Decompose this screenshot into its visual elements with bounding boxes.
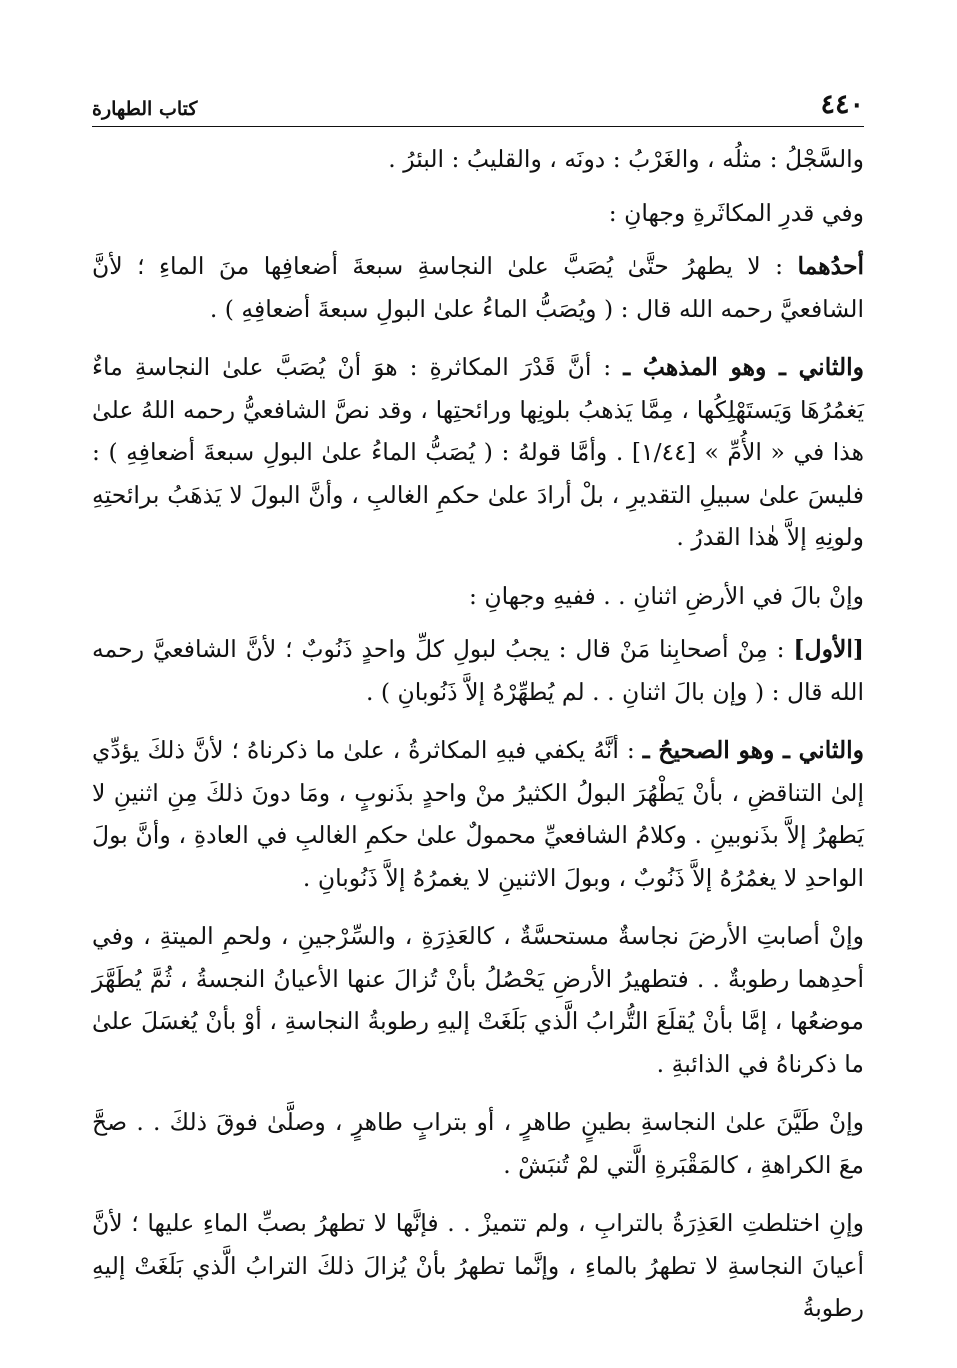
page-number: ٤٤٠ <box>820 89 864 120</box>
paragraph: وإنْ أصابتِ الأرضَ نجاسةٌ مستحسَّةٌ ، كالعَذِرَةِ ، والسِّرْجينِ ، ولحمِ الميتةِ ، وفي أحدِهما رطوبةٌ . . فتطهيرُ الأرضِ يَحْصُلُ بأنْ تُزالَ عنها الأعيانُ النجسةُ ، ثُمَّ يُطَهَّرَ موضعُها ، إمَّا بأنْ يُقلَعَ التُّرابُ الَّذي بَلَغَتْ إليهِ رطوبةُ النجاسةِ ، أوْ بأنْ يُغسَلَ علىٰ ما ذكرناهُ في الذائبةِ . <box>92 922 864 1078</box>
running-title: كتاب الطهارة <box>92 98 198 120</box>
paragraph: والسَّجْلُ : مثلُه ، والغَرْبُ : دونَه ، والقليبُ : البئرُ . <box>388 145 864 173</box>
paragraph: والثاني ـ وهو الصحيحُ ـ : أنَّهُ يكفي فيهِ المكاثرةُ ، علىٰ ما ذكرناهُ ؛ لأنَّ ذلكَ يؤدِّي إلىٰ التناقضِ ، بأنْ يَطْهُرَ البولُ الكثيرُ منْ واحدٍ بذَنوبٍ ، ومَا دونَ ذلكَ مِنِ اثنينِ لا يَطهرُ إلاَّ بذَنوبينِ . وكلامُ الشافعيِّ محمولٌ علىٰ حكمِ الغالبِ في العادةِ ، وأنَّ بولَ الواحدِ لا يغمُرُهُ إلاَّ ذَنُوبٌ ، وبولَ الاثنينِ لا يغمرُهُ إلاَّ ذَنُوبانِ . <box>92 736 864 892</box>
header-rule <box>92 126 864 127</box>
page-header <box>92 88 864 120</box>
paragraph: والثاني ـ وهو المذهبُ ـ : أنَّ قَدْرَ المكاثرةِ : هوَ أنْ يُصَبَّ علىٰ النجاسةِ ماءٌ يَغمُرُهَا وَيَستَهْلِكُها ، مِمَّا يَذهبُ بلونِها ورائحتِها ، وقد نصَّ الشافعيُّ رحمه اللهُ علىٰ هذا في « الأُمِّ » [١/٤٤] . وأمَّا قولهُ : ( يُصَبُّ الماءُ علىٰ البولِ سبعةَ أضعافِهِ ) : فليسَ علىٰ سبيلِ التقديرِ ، بلْ أرادَ علىٰ حكمِ الغالبِ ، وأنَّ البولَ لا يَذهَبُ برائحتِهِ ولونِهِ إلاَّ هٰذا القدرُ . <box>92 353 865 551</box>
paragraph-lead: والثاني ـ وهو الصحيحُ ـ <box>642 736 864 764</box>
page <box>92 0 864 1368</box>
paragraph: وإنِ اختلطتِ العَذِرَةُ بالترابِ ، ولم تتميزْ . . فإنَّها لا تطهرُ بصبِّ الماءِ عليها ؛ لأنَّ أعيانَ النجاسةِ لا تطهرُ بالماءِ ، وإنَّما تطهرُ بأنْ يُزالَ ذلكَ الترابُ الَّذي بَلَغَتْ إليهِ رطوبةُ <box>92 1209 864 1322</box>
paragraph: وإنْ طَيَّنَ علىٰ النجاسةِ بطينٍ طاهرٍ ، أو بترابٍ طاهرٍ ، وصلَّىٰ فوقَ ذلكَ . . صحَّ معَ الكراهةِ ، كالمَقْبَرةِ الَّتي لمْ تُنبَشْ . <box>92 1108 864 1179</box>
paragraph-lead: والثاني ـ وهو المذهبُ ـ <box>623 353 865 381</box>
paragraph: [الأول] : مِنْ أصحابِنا مَنْ قال : يجبُ لبولِ كلِّ واحدٍ ذَنُوبٌ ؛ لأنَّ الشافعيَّ رحمه الله قال : ( وإن بالَ اثنانِ . . لم يُطهِّرْهُ إلاَّ ذَنُوبانِ ) . <box>92 635 864 706</box>
paragraph-lead: [الأول] <box>793 635 864 663</box>
paragraph: وإنْ بالَ في الأرضِ اثنانِ . . ففيهِ وجهانِ : <box>468 581 864 610</box>
paragraph-lead: أحدُهما <box>797 252 864 280</box>
paragraph: أحدُهما : لا يطهرُ حتَّىٰ يُصَبَّ علىٰ النجاسةِ سبعةَ أضعافِها منَ الماءِ ؛ لأنَّ الشافعيَّ رحمه الله قال : ( ويُصَبُّ الماءُ علىٰ البولِ سبعةَ أضعافِهِ ) . <box>92 252 864 323</box>
page-body <box>92 138 864 1341</box>
paragraph: وفي قدرِ المكاثَرةِ وجهانِ : <box>608 198 864 227</box>
